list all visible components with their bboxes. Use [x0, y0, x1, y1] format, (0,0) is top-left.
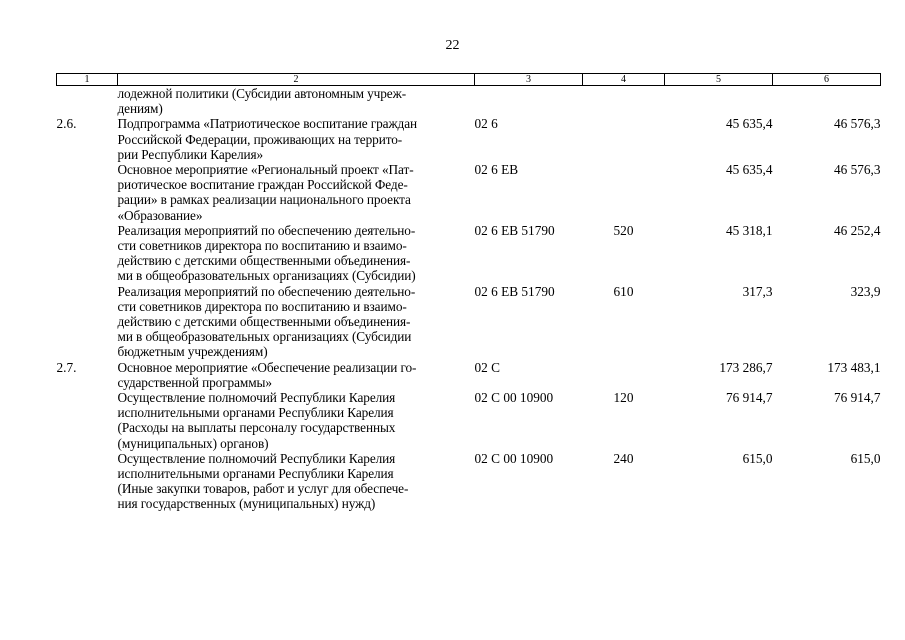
- budget-code: [475, 86, 583, 117]
- expense-type: [583, 86, 665, 117]
- amount-col6: 46 576,3: [833, 162, 881, 178]
- item-name: Реализация мероприятий по обеспечению деятельно- сти советников директора по воспитанию и взаимо- действию с детскими общественными объединения- ми в общеобразовательных организациях (Субсидии): [117, 222, 416, 284]
- row-number: [57, 162, 118, 223]
- expense-type: 610: [613, 283, 634, 299]
- item-name: лодежной политики (Субсидии автономным учреж- дениям): [117, 86, 407, 117]
- amount-col5: 173 286,7: [719, 359, 773, 375]
- amount-col6: 46 576,3: [833, 116, 881, 132]
- column-header: 2: [118, 74, 475, 86]
- amount-col6: 46 252,4: [833, 222, 881, 238]
- item-name: Основное мероприятие «Региональный проект «Пат- риотическое воспитание граждан Российской Феде- рации» в рамках реализации национального проекта «Образование»: [117, 162, 414, 223]
- row-number: [57, 223, 118, 284]
- page-number: 22: [445, 38, 460, 53]
- budget-table: [56, 73, 881, 512]
- row-number: [57, 451, 118, 512]
- item-name: Реализация мероприятий по обеспечению деятельно- сти советников директора по воспитанию и взаимо- действию с детскими общественными объединения- ми в общеобразовательных организациях (Субсидии бюджетным учреждениям): [117, 283, 416, 360]
- expense-type: [583, 360, 665, 390]
- budget-code: 02 С: [474, 359, 500, 375]
- budget-code: 02 6 EВ 51790: [474, 283, 555, 299]
- budget-code: 02 6: [474, 116, 498, 132]
- table-row: [57, 360, 881, 390]
- amount-col5: 317,3: [742, 283, 773, 299]
- row-number: 2.7.: [56, 359, 77, 375]
- expense-type: 120: [613, 390, 634, 406]
- table-row: [57, 116, 881, 162]
- column-number-row: [57, 74, 881, 86]
- table-row: [57, 162, 881, 223]
- table-row: [57, 284, 881, 360]
- amount-col6: [773, 86, 881, 117]
- budget-code: 02 С 00 10900: [474, 390, 554, 406]
- row-number: [57, 86, 118, 117]
- budget-code: 02 6 EВ 51790: [474, 222, 555, 238]
- table-row: [57, 86, 881, 117]
- amount-col6: 76 914,7: [833, 390, 881, 406]
- amount-col5: 615,0: [742, 450, 773, 466]
- amount-col5: 45 635,4: [725, 162, 773, 178]
- budget-code: 02 6 EВ: [474, 162, 519, 178]
- item-name: Основное мероприятие «Обеспечение реализации го- сударственной программы»: [117, 359, 417, 390]
- table-row: [57, 451, 881, 512]
- item-name: Подпрограмма «Патриотическое воспитание граждан Российской Федерации, проживающих на террито- рии Республики Карелия»: [117, 116, 418, 162]
- table-row: [57, 223, 881, 284]
- amount-col5: 76 914,7: [725, 390, 773, 406]
- amount-col6: 323,9: [850, 283, 881, 299]
- expense-type: 240: [613, 450, 634, 466]
- amount-col5: 45 318,1: [725, 222, 773, 238]
- table-body: [57, 86, 881, 512]
- expense-type: [583, 116, 665, 162]
- row-number: [57, 390, 118, 451]
- column-header: 4: [583, 74, 665, 86]
- budget-code: 02 С 00 10900: [474, 450, 554, 466]
- amount-col6: 173 483,1: [827, 359, 881, 375]
- table-row: [57, 390, 881, 451]
- item-name: Осуществление полномочий Республики Карелия исполнительными органами Республики Карелия (Расходы на выплаты персоналу государственных (муниципальных) органов): [117, 390, 396, 451]
- expense-type: 520: [613, 222, 634, 238]
- column-header: 6: [773, 74, 881, 86]
- expense-type: [583, 162, 665, 223]
- item-name: Осуществление полномочий Республики Карелия исполнительными органами Республики Карелия (Иные закупки товаров, работ и услуг для обеспече- ния государственных (муниципальных) нужд): [117, 450, 409, 512]
- column-header: 5: [665, 74, 773, 86]
- column-header: 3: [475, 74, 583, 86]
- column-header: 1: [57, 74, 118, 86]
- row-number: 2.6.: [56, 116, 77, 132]
- amount-col5: 45 635,4: [725, 116, 773, 132]
- row-number: [57, 284, 118, 360]
- amount-col6: 615,0: [850, 450, 881, 466]
- amount-col5: [665, 86, 773, 117]
